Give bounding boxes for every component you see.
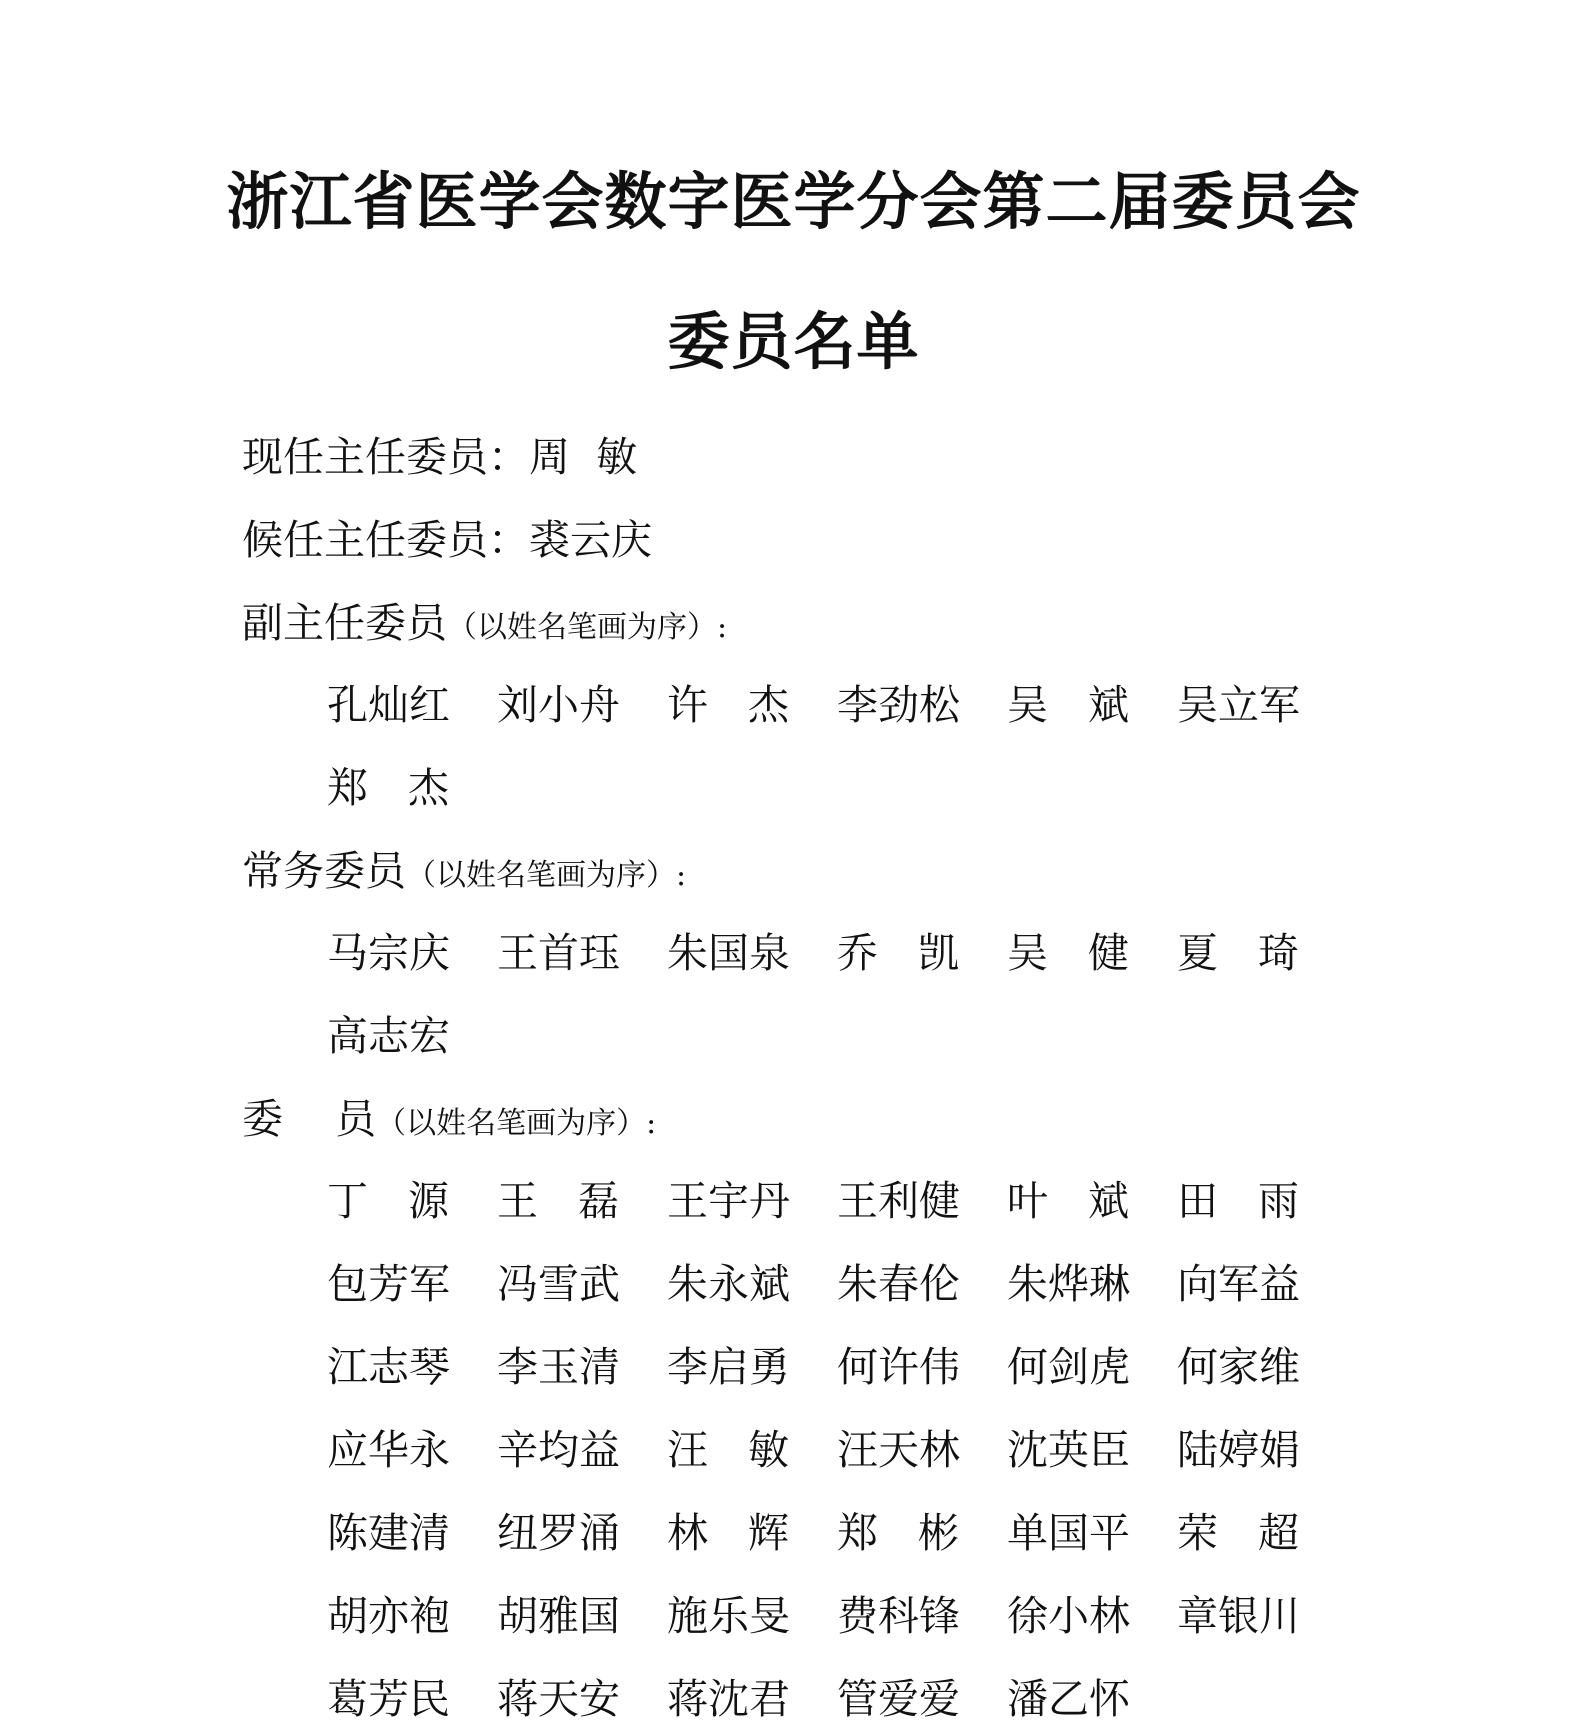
person-name: 郑杰 xyxy=(327,764,449,812)
name-row xyxy=(0,1251,1587,1311)
name-row xyxy=(0,1003,1587,1063)
person-name: 吴健 xyxy=(1007,929,1129,977)
vice-chairs-note: （以姓名笔画为序）: xyxy=(447,610,728,645)
person-name: 刘小舟 xyxy=(497,681,620,729)
chair-elect-label: 候任主任委员： xyxy=(242,516,529,564)
person-name: 朱春伦 xyxy=(837,1260,960,1308)
person-name: 蒋沈君 xyxy=(667,1675,790,1723)
vice-chairs-label: 副主任委员 xyxy=(242,599,447,647)
chair-name: 周 敏 xyxy=(529,433,638,481)
chair-line xyxy=(242,424,637,483)
person-name: 胡亦袍 xyxy=(327,1592,450,1640)
name-row xyxy=(0,672,1587,732)
person-name: 吴斌 xyxy=(1007,681,1129,729)
person-name: 郑彬 xyxy=(837,1509,959,1557)
person-name: 叶斌 xyxy=(1007,1177,1129,1225)
vice-chairs-heading xyxy=(242,590,727,649)
person-name: 吴立军 xyxy=(1177,681,1300,729)
person-name: 胡雅国 xyxy=(497,1592,620,1640)
person-name: 蒋天安 xyxy=(497,1675,620,1723)
document-title: 浙江省医学会数字医学分会第二届委员会 xyxy=(226,165,1361,238)
standing-members-heading xyxy=(242,838,686,897)
person-name: 陈建清 xyxy=(327,1509,450,1557)
person-name: 王宇丹 xyxy=(667,1177,790,1225)
person-name: 许杰 xyxy=(667,681,789,729)
person-name: 李启勇 xyxy=(667,1343,790,1391)
person-name: 何家维 xyxy=(1177,1343,1300,1391)
person-name: 夏琦 xyxy=(1177,929,1299,977)
name-row xyxy=(0,1168,1587,1228)
person-name: 章银川 xyxy=(1177,1592,1300,1640)
person-name: 包芳军 xyxy=(327,1260,450,1308)
person-name: 何许伟 xyxy=(837,1343,960,1391)
chair-elect-name: 裘云庆 xyxy=(529,516,652,564)
document-subtitle: 委员名单 xyxy=(667,305,920,378)
person-name: 王首珏 xyxy=(497,929,620,977)
chair-elect-line xyxy=(242,507,652,566)
person-name: 施乐旻 xyxy=(667,1592,790,1640)
person-name: 徐小林 xyxy=(1007,1592,1130,1640)
name-row xyxy=(0,755,1587,815)
name-row xyxy=(0,1334,1587,1394)
members-note: （以姓名笔画为序）: xyxy=(376,1106,657,1141)
name-row xyxy=(0,1666,1587,1726)
name-row xyxy=(0,1417,1587,1477)
person-name: 陆婷娟 xyxy=(1177,1426,1300,1474)
person-name: 单国平 xyxy=(1007,1509,1130,1557)
person-name: 孔灿红 xyxy=(327,681,450,729)
person-name: 应华永 xyxy=(327,1426,450,1474)
name-row xyxy=(0,1583,1587,1643)
person-name: 管爱爱 xyxy=(837,1675,960,1723)
person-name: 乔凯 xyxy=(837,929,959,977)
person-name: 江志琴 xyxy=(327,1343,450,1391)
chair-label: 现任主任委员： xyxy=(242,433,529,481)
person-name: 马宗庆 xyxy=(327,929,450,977)
person-name: 田雨 xyxy=(1177,1177,1299,1225)
person-name: 荣超 xyxy=(1177,1509,1299,1557)
person-name: 葛芳民 xyxy=(327,1675,450,1723)
person-name: 沈英臣 xyxy=(1007,1426,1130,1474)
person-name: 丁源 xyxy=(327,1177,449,1225)
person-name: 王利健 xyxy=(837,1177,960,1225)
person-name: 费科锋 xyxy=(837,1592,960,1640)
person-name: 林辉 xyxy=(667,1509,789,1557)
person-name: 纽罗涌 xyxy=(497,1509,620,1557)
person-name: 汪天林 xyxy=(837,1426,960,1474)
person-name: 冯雪武 xyxy=(497,1260,620,1308)
name-row xyxy=(0,920,1587,980)
person-name: 潘乙怀 xyxy=(1007,1675,1130,1723)
person-name: 汪敏 xyxy=(667,1426,789,1474)
person-name: 朱永斌 xyxy=(667,1260,790,1308)
standing-members-note: （以姓名笔画为序）: xyxy=(406,858,687,893)
person-name: 李玉清 xyxy=(497,1343,620,1391)
person-name: 王磊 xyxy=(497,1177,619,1225)
person-name: 何剑虎 xyxy=(1007,1343,1130,1391)
person-name: 朱国泉 xyxy=(667,929,790,977)
person-name: 朱烨琳 xyxy=(1007,1260,1130,1308)
name-row xyxy=(0,1500,1587,1560)
person-name: 辛均益 xyxy=(497,1426,620,1474)
standing-members-label: 常务委员 xyxy=(242,847,406,895)
person-name: 高志宏 xyxy=(327,1012,450,1060)
person-name: 李劲松 xyxy=(837,681,960,729)
members-heading xyxy=(242,1086,656,1145)
members-label: 委 员 xyxy=(242,1095,377,1143)
person-name: 向军益 xyxy=(1177,1260,1300,1308)
